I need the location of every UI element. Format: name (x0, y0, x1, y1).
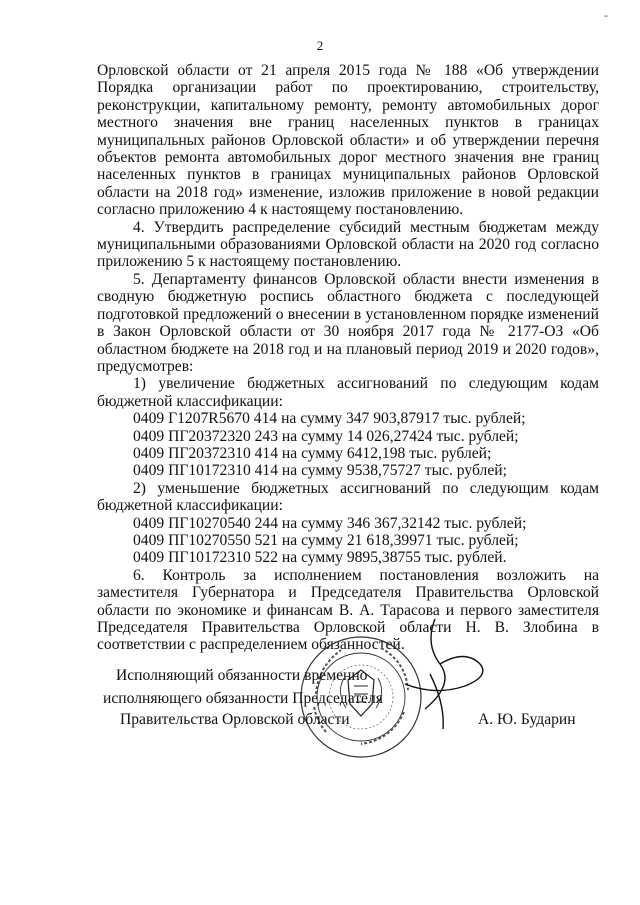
signer-name: А. Ю. Бударин (478, 711, 576, 728)
paragraph-continuation: Орловской области от 21 апреля 2015 года № 188 «Об утверждении Порядка организации работ по проектированию, строительству, реконструкции, капитальному ремонту, ремонту автомобильных дорог местного значения вне границ населенных пунктов в границах муниципальных районов Орловской области» и об утверждении перечня объектов ремонта автомобильных дорог местного значения вне границ населенных пунктов в границах муниципальных районов Орловской области на 2018 год» изменение, изложив приложение в новой редакции согласно приложению 4 к настоящему постановлению. (97, 62, 599, 219)
budget-code-line: 0409 ПГ10172310 522 на сумму 9895,38755 тыс. рублей. (133, 549, 507, 567)
page-number: 2 (316, 38, 324, 53)
paragraph-item-4: 4. Утвердить распределение субсидий местным бюджетам между муниципальными образованиями Орловской области на 2020 год согласно приложению 5 к настоящему постановлению. (97, 218, 599, 271)
budget-code-line: 0409 ПГ10270540 244 на сумму 346 367,32142 тыс. рублей; (133, 514, 527, 532)
corner-mark: - (604, 8, 608, 22)
document-body (97, 62, 599, 654)
subitem-decrease: 2) уменьшение бюджетных ассигнований по следующим кодам бюджетной классификации: (97, 479, 599, 515)
budget-code-line: 0409 Г1207R5670 414 на сумму 347 903,87917 тыс. рублей; (133, 410, 526, 428)
paragraph-item-5: 5. Департаменту финансов Орловской области внести изменения в сводную бюджетную роспись областного бюджета с последующей подготовкой предложений о внесении в установленном порядке изменений в Закон Орловской области от 30 ноября 2017 года № 2177-ОЗ «Об областном бюджете на 2018 год и на плановый период 2019 и 2020 годов», предусмотрев: (97, 270, 599, 375)
signature-block (0, 662, 640, 752)
subitem-increase: 1) увеличение бюджетных ассигнований по следующим кодам бюджетной классификации: (97, 375, 599, 410)
budget-code-line: 0409 ПГ20372310 414 на сумму 6412,198 тыс. рублей; (133, 444, 492, 462)
signatory-title-line-1: Исполняющий обязанности временно (116, 667, 368, 684)
signatory-title-line-2: исполняющего обязанности Председателя (103, 690, 383, 707)
paragraph-item-6: 6. Контроль за исполнением постановления возложить на заместителя Губернатора и Председателя Правительства Орловской области по экономике и финансам В. А. Тарасова и первого заместителя Председателя Правительства Орловской области Н. В. Злобина в соответствии с распределением обязанностей. (97, 566, 599, 654)
signatory-title-line-3: Правительства Орловской области (120, 711, 350, 728)
budget-code-line: 0409 ПГ20372320 243 на сумму 14 026,27424 тыс. рублей; (133, 427, 519, 445)
budget-code-line: 0409 ПГ10172310 414 на сумму 9538,75727 тыс. рублей; (133, 462, 507, 480)
budget-code-line: 0409 ПГ10270550 521 на сумму 21 618,39971 тыс. рублей; (133, 531, 519, 549)
